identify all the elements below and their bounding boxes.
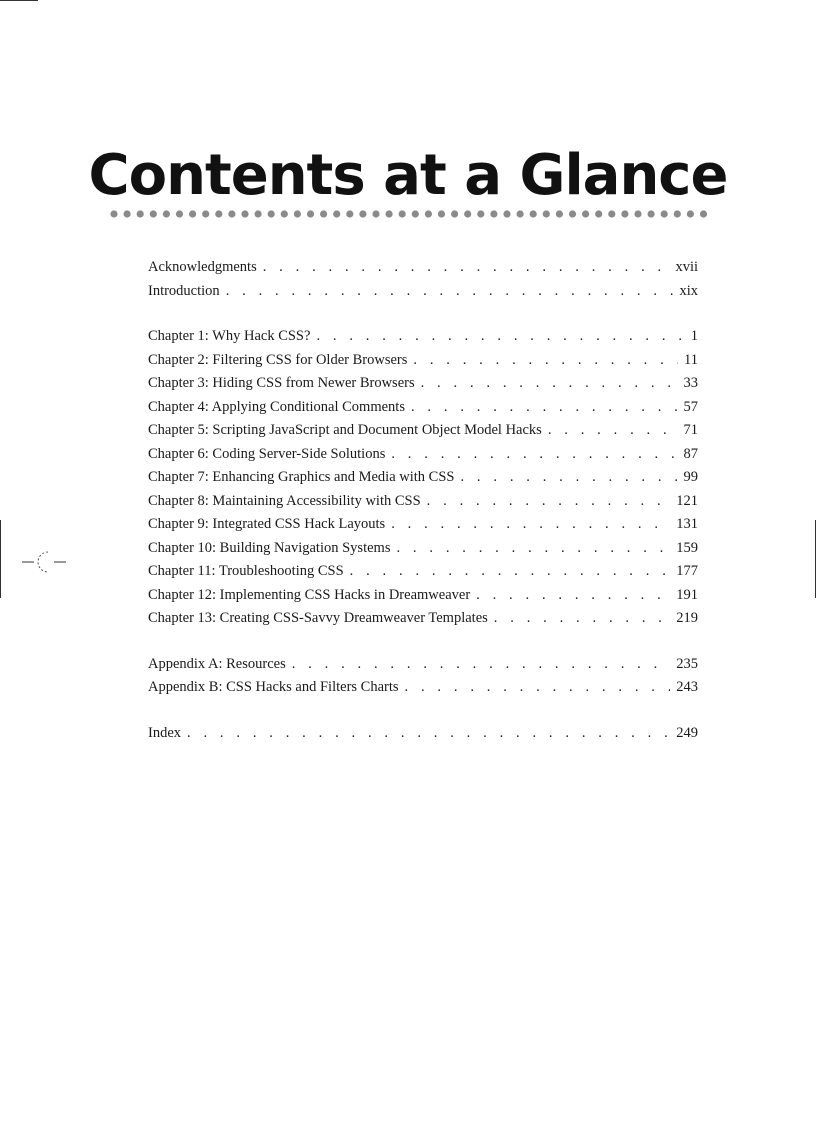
rule-dot bbox=[399, 210, 406, 217]
toc-entry-page: 177 bbox=[676, 563, 698, 579]
rule-dot bbox=[150, 210, 157, 217]
toc-entry-page: 99 bbox=[683, 469, 698, 485]
toc-entry[interactable] bbox=[148, 676, 698, 700]
rule-dot bbox=[346, 210, 353, 217]
rule-dot bbox=[425, 210, 432, 217]
rule-dot bbox=[608, 210, 615, 217]
toc-entry-label: Chapter 1: Why Hack CSS? bbox=[148, 328, 311, 344]
toc-entry[interactable] bbox=[148, 513, 698, 537]
toc-leader-dots bbox=[411, 396, 678, 420]
toc-entry[interactable] bbox=[148, 280, 698, 304]
rule-dot bbox=[163, 210, 170, 217]
toc-entry-page: 71 bbox=[683, 422, 698, 438]
rule-dot bbox=[634, 210, 641, 217]
toc-leader-dots bbox=[391, 513, 670, 537]
toc-entry[interactable] bbox=[148, 537, 698, 561]
toc-entry[interactable] bbox=[148, 325, 698, 349]
toc-leader-dots bbox=[187, 722, 670, 746]
toc-group bbox=[148, 653, 698, 700]
rule-dot bbox=[110, 210, 117, 217]
toc-entry-label: Chapter 9: Integrated CSS Hack Layouts bbox=[148, 516, 386, 532]
toc-group bbox=[148, 722, 698, 746]
toc-entry-page: 219 bbox=[676, 610, 698, 626]
rule-dot bbox=[359, 210, 366, 217]
toc-entry-label: Chapter 6: Coding Server-Side Solutions bbox=[148, 445, 386, 462]
toc-leader-dots bbox=[476, 584, 670, 608]
toc-leader-dots bbox=[396, 537, 670, 561]
title-dotted-rule bbox=[108, 208, 710, 220]
toc-entry-label: Chapter 12: Implementing CSS Hacks in Dreamweaver bbox=[148, 586, 471, 603]
toc-entry-page: 191 bbox=[676, 586, 698, 603]
rule-dot bbox=[176, 210, 183, 217]
rule-dot bbox=[255, 210, 262, 217]
toc-entry-page: 87 bbox=[683, 445, 698, 462]
rule-dot bbox=[202, 210, 209, 217]
rule-dot bbox=[372, 210, 379, 217]
rule-dot bbox=[661, 210, 668, 217]
toc-entry-label: Chapter 4: Applying Conditional Comments bbox=[148, 398, 405, 415]
toc-entry-label: Index bbox=[148, 724, 182, 741]
toc-group bbox=[148, 325, 698, 631]
rule-dot bbox=[215, 210, 222, 217]
page-title: Contents at a Glance bbox=[88, 143, 728, 208]
rule-dot bbox=[517, 210, 524, 217]
rule-dot bbox=[386, 210, 393, 217]
toc-leader-dots bbox=[548, 419, 678, 443]
rule-dot bbox=[333, 210, 340, 217]
rule-dot bbox=[294, 210, 301, 217]
rule-dot bbox=[412, 210, 419, 217]
toc-leader-dots bbox=[413, 349, 678, 373]
toc-leader-dots bbox=[421, 372, 678, 396]
rule-dot bbox=[674, 210, 681, 217]
rule-dot bbox=[268, 210, 275, 217]
rule-dot bbox=[582, 210, 589, 217]
toc-leader-dots bbox=[494, 607, 670, 631]
toc-entry-label: Appendix B: CSS Hacks and Filters Charts bbox=[148, 679, 399, 695]
toc-entry[interactable] bbox=[148, 372, 698, 396]
registration-mark-icon bbox=[22, 548, 66, 576]
toc-leader-dots bbox=[316, 325, 684, 349]
toc-entry-page: 1 bbox=[690, 328, 698, 344]
rule-dot bbox=[700, 210, 707, 217]
crop-mark-left bbox=[0, 520, 1, 598]
toc-entry[interactable] bbox=[148, 607, 698, 631]
rule-dot bbox=[281, 210, 288, 217]
rule-dot bbox=[137, 210, 144, 217]
toc-entry[interactable] bbox=[148, 490, 698, 514]
toc-entry[interactable] bbox=[148, 722, 698, 746]
toc-entry-label: Acknowledgments bbox=[148, 259, 257, 275]
rule-dot bbox=[307, 210, 314, 217]
rule-dot bbox=[595, 210, 602, 217]
toc-entry[interactable] bbox=[148, 396, 698, 420]
toc-entry-page: 11 bbox=[684, 351, 698, 368]
toc-entry-label: Chapter 3: Hiding CSS from Newer Browsers bbox=[148, 375, 415, 391]
rule-dot bbox=[490, 210, 497, 217]
toc-entry-page: 159 bbox=[676, 539, 698, 556]
toc-entry-label: Appendix A: Resources bbox=[148, 655, 286, 672]
rule-dot bbox=[228, 210, 235, 217]
rule-dot bbox=[241, 210, 248, 217]
toc-entry-page: 33 bbox=[683, 375, 698, 391]
toc-entry[interactable] bbox=[148, 584, 698, 608]
toc-entry-label: Chapter 13: Creating CSS-Savvy Dreamweaver Templates bbox=[148, 610, 488, 626]
toc-entry-label: Chapter 5: Scripting JavaScript and Document Object Model Hacks bbox=[148, 422, 542, 438]
toc-leader-dots bbox=[226, 280, 674, 304]
rule-dot bbox=[503, 210, 510, 217]
rule-dot bbox=[124, 210, 131, 217]
crop-mark-top bbox=[0, 0, 38, 1]
rule-dot bbox=[451, 210, 458, 217]
toc-group bbox=[148, 256, 698, 303]
toc-entry-page: 249 bbox=[676, 724, 698, 741]
toc-entry-label: Introduction bbox=[148, 282, 220, 299]
toc-entry[interactable] bbox=[148, 560, 698, 584]
toc-leader-dots bbox=[405, 676, 671, 700]
toc-entry-label: Chapter 8: Maintaining Accessibility with CSS bbox=[148, 492, 421, 509]
toc-entry-page: 243 bbox=[676, 679, 698, 695]
toc-entry[interactable] bbox=[148, 419, 698, 443]
rule-dot bbox=[543, 210, 550, 217]
toc-entry-label: Chapter 2: Filtering CSS for Older Browsers bbox=[148, 351, 408, 368]
rule-dot bbox=[477, 210, 484, 217]
rule-dot bbox=[464, 210, 471, 217]
toc-leader-dots bbox=[391, 443, 677, 467]
toc-leader-dots bbox=[292, 653, 671, 677]
rule-dot bbox=[530, 210, 537, 217]
toc-entry-page: 57 bbox=[683, 398, 698, 415]
toc-entry-page: xvii bbox=[675, 259, 698, 275]
toc-leader-dots bbox=[263, 256, 670, 280]
table-of-contents bbox=[148, 256, 698, 745]
rule-dot bbox=[648, 210, 655, 217]
toc-entry-page: xix bbox=[679, 282, 698, 299]
toc-entry[interactable] bbox=[148, 466, 698, 490]
toc-entry[interactable] bbox=[148, 256, 698, 280]
toc-entry-label: Chapter 11: Troubleshooting CSS bbox=[148, 563, 344, 579]
toc-leader-dots bbox=[350, 560, 671, 584]
toc-entry-page: 131 bbox=[676, 516, 698, 532]
toc-entry-label: Chapter 10: Building Navigation Systems bbox=[148, 539, 391, 556]
rule-dot bbox=[189, 210, 196, 217]
toc-leader-dots bbox=[427, 490, 671, 514]
rule-dot bbox=[621, 210, 628, 217]
toc-entry[interactable] bbox=[148, 349, 698, 373]
toc-entry-page: 121 bbox=[676, 492, 698, 509]
toc-entry-label: Chapter 7: Enhancing Graphics and Media with CSS bbox=[148, 469, 455, 485]
rule-dot bbox=[569, 210, 576, 217]
rule-dot bbox=[320, 210, 327, 217]
toc-entry-page: 235 bbox=[676, 655, 698, 672]
rule-dot bbox=[556, 210, 563, 217]
rule-dot bbox=[687, 210, 694, 217]
rule-dot bbox=[438, 210, 445, 217]
toc-entry[interactable] bbox=[148, 443, 698, 467]
toc-entry[interactable] bbox=[148, 653, 698, 677]
toc-leader-dots bbox=[460, 466, 677, 490]
